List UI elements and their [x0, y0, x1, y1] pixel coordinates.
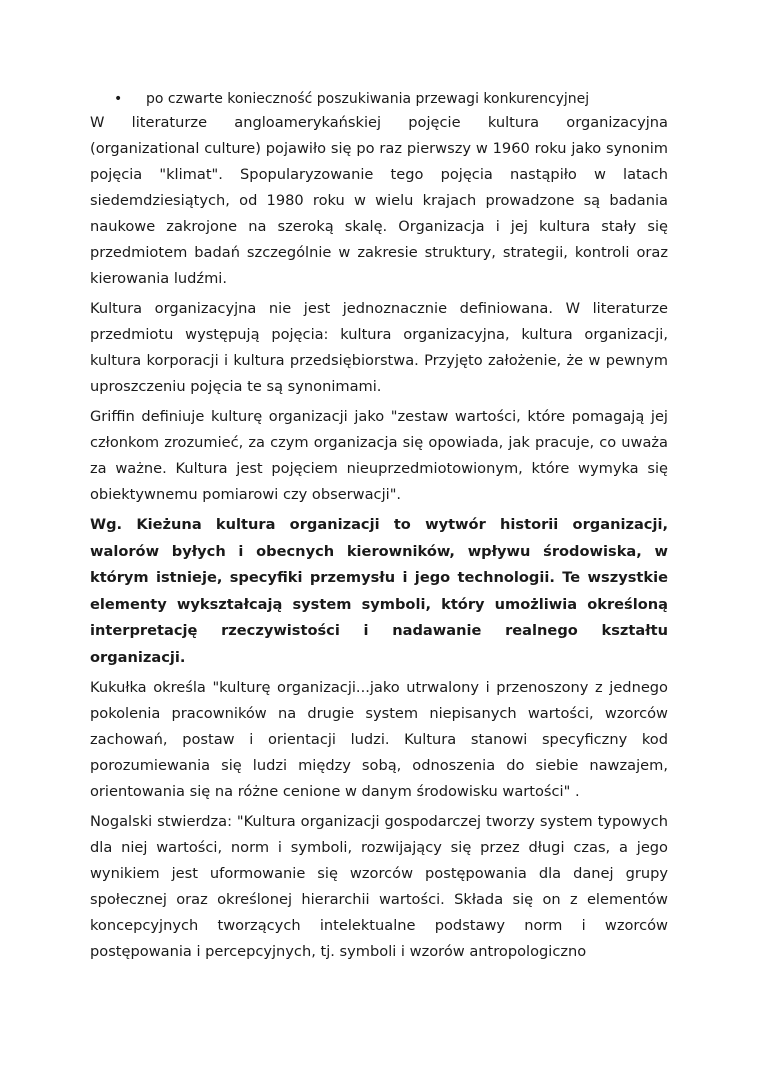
paragraph-kiezun: Wg. Kieżuna kultura organizacji to wytwór historii organizacji, walorów byłych i obecnych kierowników, wpływu środowiska, w którym istnieje, specyfiki przemysłu i jego technologii. Te wszystkie elementy wykształcają system symboli, który umożliwia określoną interpretację rzeczywistości i nadawanie realnego kształtu organizacji. — [90, 516, 668, 666]
document-body — [90, 88, 668, 969]
paragraph-griffin: Griffin definiuje kulturę organizacji jako "zestaw wartości, które pomagają jej członkom zrozumieć, za czym organizacja się opowiada, jak pracuje, co uważa za ważne. Kultura jest pojęciem nieuprzedmiotowionym, które wymyka się obiektywnemu pomiarowi czy obserwacji". — [90, 408, 668, 503]
bullet-marker: • — [114, 91, 123, 107]
paragraph-culture-definition: Kultura organizacyjna nie jest jednoznacznie definiowana. W literaturze przedmiotu występują pojęcia: kultura organizacyjna, kultura organizacji, kultura korporacji i kultura przedsiębiorstwa. Przyjęto założenie, że w pewnym uproszczeniu pojęcia te są synonimami. — [90, 300, 668, 395]
paragraph-culture-history: W literaturze angloamerykańskiej pojęcie kultura organizacyjna (organizational culture) pojawiło się po raz pierwszy w 1960 roku jako synonim pojęcia "klimat". Spopularyzowanie tego pojęcia nastąpiło w latach siedemdziesiątych, od 1980 roku w wielu krajach prowadzone są badania naukowe zakrojone na szeroką skalę. Organizacja i jej kultura stały się przedmiotem badań szczególnie w zakresie struktury, strategii, kontroli oraz kierowania ludźmi. — [90, 114, 668, 287]
bullet-item — [90, 88, 668, 110]
paragraph-kukulka: Kukułka określa "kulturę organizacji...jako utrwalony i przenoszony z jednego pokolenia pracowników na drugie system niepisanych wartości, wzorców zachowań, postaw i orientacji ludzi. Kultura stanowi specyficzny kod porozumiewania się ludzi między sobą, odnoszenia do siebie nawzajem, orientowania się na różne cenione w danym środowisku wartości" . — [90, 679, 668, 800]
bullet-text: po czwarte konieczność poszukiwania przewagi konkurencyjnej — [146, 91, 590, 107]
paragraph-nogalski: Nogalski stwierdza: "Kultura organizacji gospodarczej tworzy system typowych dla niej wartości, norm i symboli, rozwijający się przez długi czas, a jego wynikiem jest uformowanie się wzorców postępowania dla danej grupy społecznej oraz określonej hierarchii wartości. Składa się on z elementów koncepcyjnych tworzących intelektualne podstawy norm i wzorców postępowania i percepcyjnych, tj. symboli i wzorów antropologiczno — [90, 813, 668, 960]
